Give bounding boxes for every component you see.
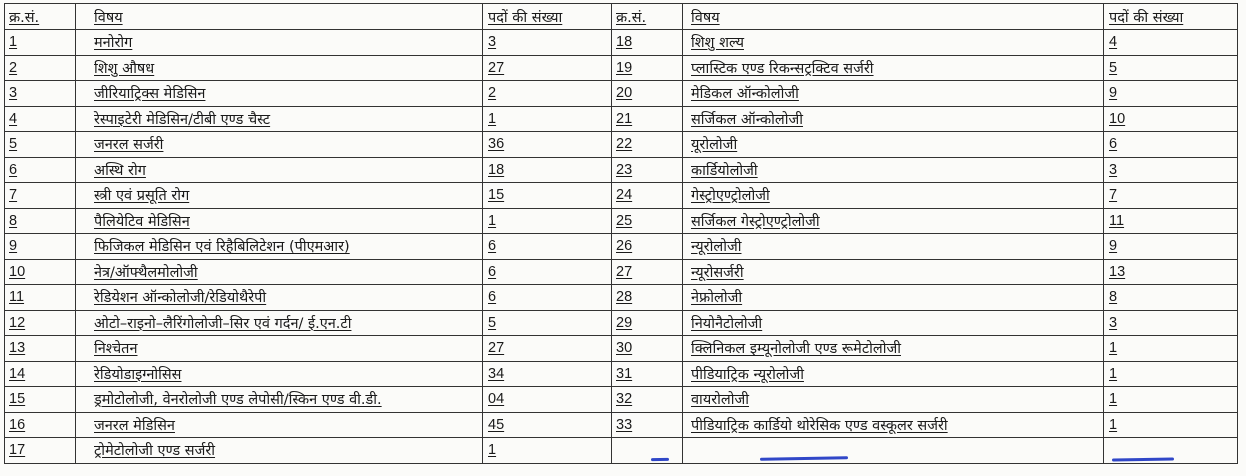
serial-cell: 10 xyxy=(5,259,76,285)
subject-cell: कार्डियोलोजी xyxy=(683,157,1104,183)
count-cell: 6 xyxy=(483,259,612,285)
serial-cell: 8 xyxy=(5,208,76,234)
subject-cell: रेस्पाइटेरी मेडिसिन/टीबी एण्ड चैस्ट xyxy=(76,106,483,132)
subject-cell: क्लिनिकल इम्यूनोलोजी एण्ड रूमेटोलोजी xyxy=(683,336,1104,362)
serial-cell: 32 xyxy=(612,387,683,413)
serial-cell: 30 xyxy=(612,336,683,362)
table-row xyxy=(5,81,1238,107)
serial-cell: 23 xyxy=(612,157,683,183)
count-cell: 9 xyxy=(1104,234,1238,260)
serial-cell xyxy=(612,438,683,464)
subject-cell: प्लास्टिक एण्ड रिकन्सट्रक्टिव सर्जरी xyxy=(683,55,1104,81)
subject-cell: नेत्र/ऑफ्थैलमोलोजी xyxy=(76,259,483,285)
serial-cell: 17 xyxy=(5,438,76,464)
subject-cell: अस्थि रोग xyxy=(76,157,483,183)
count-cell: 1 xyxy=(1104,336,1238,362)
serial-cell: 2 xyxy=(5,55,76,81)
subject-cell: नियोनैटोलोजी xyxy=(683,310,1104,336)
count-cell: 36 xyxy=(483,132,612,158)
table-row xyxy=(5,336,1238,362)
table-row xyxy=(5,234,1238,260)
header-row xyxy=(5,4,1238,30)
subject-cell: शिशु शल्य xyxy=(683,30,1104,56)
count-cell: 6 xyxy=(483,234,612,260)
header-serial-right: क्र.सं. xyxy=(612,4,683,30)
serial-cell: 7 xyxy=(5,183,76,209)
count-cell: 2 xyxy=(483,81,612,107)
count-cell: 3 xyxy=(1104,157,1238,183)
subject-cell: जनरल मेडिसिन xyxy=(76,412,483,438)
serial-cell: 4 xyxy=(5,106,76,132)
serial-cell: 31 xyxy=(612,361,683,387)
table-row xyxy=(5,30,1238,56)
pen-mark-serial xyxy=(651,458,669,461)
subject-cell: ओटो–राइनो–लैरिंगोलोजी–सिर एवं गर्दन/ ई.एन.टी xyxy=(76,310,483,336)
count-cell: 15 xyxy=(483,183,612,209)
count-cell: 1 xyxy=(1104,412,1238,438)
subject-cell: न्यूरोसर्जरी xyxy=(683,259,1104,285)
count-cell: 1 xyxy=(483,438,612,464)
table-row xyxy=(5,157,1238,183)
table-row xyxy=(5,132,1238,158)
subject-cell: वायरोलोजी xyxy=(683,387,1104,413)
subject-cell: पीडियाट्रिक न्यूरोलोजी xyxy=(683,361,1104,387)
subject-cell: ड्रमोटोलोजी, वेनरोलोजी एण्ड लेपोसी/स्किन एण्ड वी.डी. xyxy=(76,387,483,413)
table-row xyxy=(5,387,1238,413)
subject-cell xyxy=(683,438,1104,464)
count-cell: 34 xyxy=(483,361,612,387)
subject-cell: गेस्ट्रोएण्ट्रोलोजी xyxy=(683,183,1104,209)
table-row xyxy=(5,183,1238,209)
subject-cell: रेडियेशन ऑन्कोलोजी/रेडियोथैरेपी xyxy=(76,285,483,311)
subject-cell: नेफ्रोलोजी xyxy=(683,285,1104,311)
table-row xyxy=(5,208,1238,234)
header-count-right: पदों की संख्या xyxy=(1104,4,1238,30)
subject-cell: रेडियोडाइग्नोसिस xyxy=(76,361,483,387)
serial-cell: 21 xyxy=(612,106,683,132)
serial-cell: 12 xyxy=(5,310,76,336)
header-subject-right: विषय xyxy=(683,4,1104,30)
count-cell: 13 xyxy=(1104,259,1238,285)
subject-cell: पैलियेटिव मेडिसिन xyxy=(76,208,483,234)
serial-cell: 27 xyxy=(612,259,683,285)
subject-cell: शिशु औषध xyxy=(76,55,483,81)
count-cell: 1 xyxy=(483,106,612,132)
serial-cell: 1 xyxy=(5,30,76,56)
count-cell: 1 xyxy=(1104,387,1238,413)
serial-cell: 16 xyxy=(5,412,76,438)
serial-cell: 28 xyxy=(612,285,683,311)
subject-cell: मेडिकल ऑन्कोलोजी xyxy=(683,81,1104,107)
count-cell: 1 xyxy=(1104,361,1238,387)
header-count: पदों की संख्या xyxy=(483,4,612,30)
count-cell: 10 xyxy=(1104,106,1238,132)
subject-cell: स्त्री एवं प्रसूति रोग xyxy=(76,183,483,209)
header-subject: विषय xyxy=(76,4,483,30)
serial-cell: 29 xyxy=(612,310,683,336)
serial-cell: 11 xyxy=(5,285,76,311)
serial-cell: 18 xyxy=(612,30,683,56)
count-cell: 8 xyxy=(1104,285,1238,311)
count-cell: 5 xyxy=(1104,55,1238,81)
subject-cell: फिजिकल मेडिसिन एवं रिहैबिलिटेशन (पीएमआर) xyxy=(76,234,483,260)
count-cell: 11 xyxy=(1104,208,1238,234)
serial-cell: 13 xyxy=(5,336,76,362)
count-cell: 9 xyxy=(1104,81,1238,107)
serial-cell: 20 xyxy=(612,81,683,107)
subject-cell: यूरोलोजी xyxy=(683,132,1104,158)
count-cell: 5 xyxy=(483,310,612,336)
table-row xyxy=(5,285,1238,311)
count-cell: 27 xyxy=(483,55,612,81)
subject-cell: जनरल सर्जरी xyxy=(76,132,483,158)
count-cell: 6 xyxy=(1104,132,1238,158)
serial-cell: 24 xyxy=(612,183,683,209)
table-row xyxy=(5,361,1238,387)
table-row xyxy=(5,412,1238,438)
count-cell: 7 xyxy=(1104,183,1238,209)
subject-cell: जीरियाट्रिक्स मेडिसिन xyxy=(76,81,483,107)
serial-cell: 22 xyxy=(612,132,683,158)
table-row xyxy=(5,310,1238,336)
count-cell: 3 xyxy=(1104,310,1238,336)
subject-cell: मनोरोग xyxy=(76,30,483,56)
count-cell: 3 xyxy=(483,30,612,56)
count-cell: 27 xyxy=(483,336,612,362)
serial-cell: 19 xyxy=(612,55,683,81)
subject-cell: सर्जिकल गेस्ट्रोएण्ट्रोलोजी xyxy=(683,208,1104,234)
serial-cell: 33 xyxy=(612,412,683,438)
header-serial: क्र.सं. xyxy=(5,4,76,30)
serial-cell: 25 xyxy=(612,208,683,234)
table-row xyxy=(5,438,1238,464)
serial-cell: 5 xyxy=(5,132,76,158)
serial-cell: 9 xyxy=(5,234,76,260)
count-cell: 4 xyxy=(1104,30,1238,56)
count-cell: 18 xyxy=(483,157,612,183)
serial-cell: 26 xyxy=(612,234,683,260)
count-cell: 6 xyxy=(483,285,612,311)
table-row xyxy=(5,55,1238,81)
posts-table xyxy=(4,3,1238,464)
subject-cell: ट्रोमेटोलोजी एण्ड सर्जरी xyxy=(76,438,483,464)
table-row xyxy=(5,259,1238,285)
subject-cell: न्यूरोलोजी xyxy=(683,234,1104,260)
subject-cell: पीडियाट्रिक कार्डियो थोरेसिक एण्ड वस्कूलर सर्जरी xyxy=(683,412,1104,438)
count-cell: 04 xyxy=(483,387,612,413)
serial-cell: 3 xyxy=(5,81,76,107)
serial-cell: 6 xyxy=(5,157,76,183)
count-cell: 1 xyxy=(483,208,612,234)
serial-cell: 14 xyxy=(5,361,76,387)
subject-cell: निश्चेतन xyxy=(76,336,483,362)
count-cell: 45 xyxy=(483,412,612,438)
table-row xyxy=(5,106,1238,132)
subject-cell: सर्जिकल ऑन्कोलोजी xyxy=(683,106,1104,132)
serial-cell: 15 xyxy=(5,387,76,413)
